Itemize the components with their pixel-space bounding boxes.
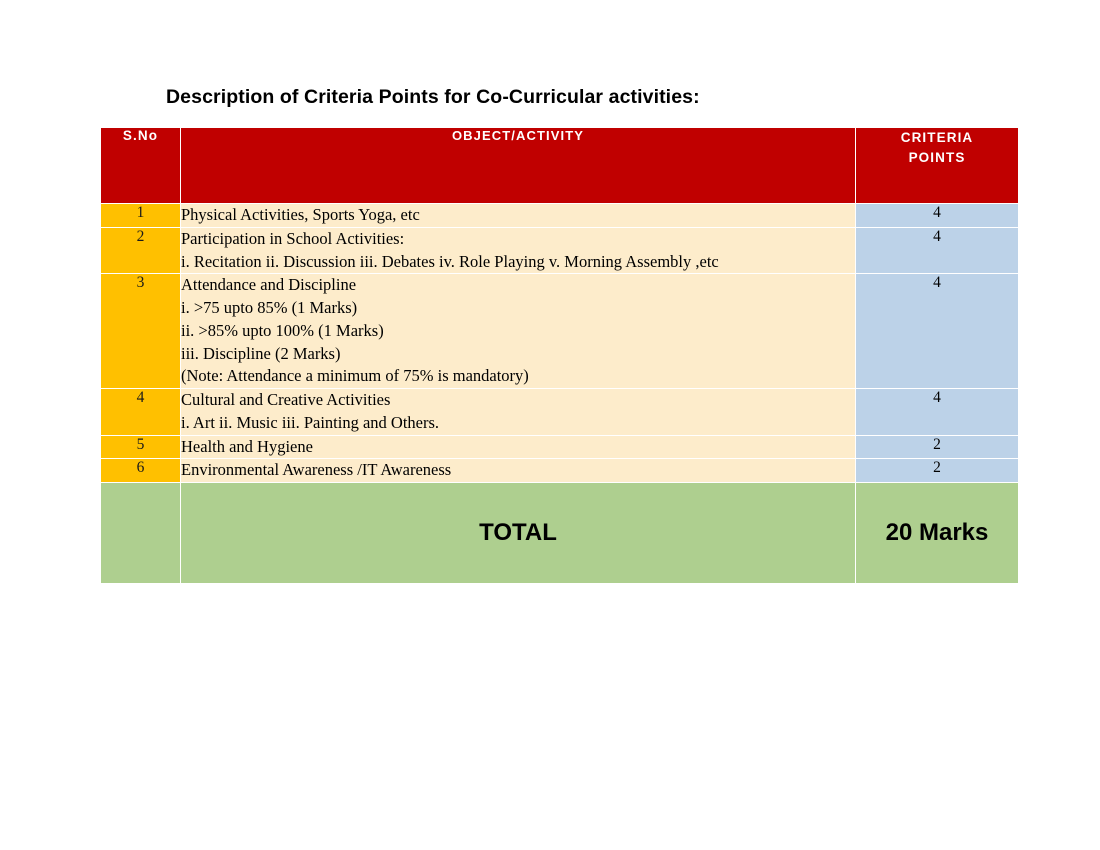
- row-object-line: Attendance and Discipline: [181, 275, 357, 295]
- row-criteria-points: 4: [856, 227, 1019, 274]
- row-criteria-points: 4: [856, 204, 1019, 228]
- column-header-sno: S.No: [101, 128, 181, 204]
- row-object-activity: [181, 435, 856, 459]
- row-object-line: Physical Activities, Sports Yoga, etc: [181, 205, 420, 224]
- row-object-activity: [181, 459, 856, 483]
- table-row: [101, 227, 1019, 274]
- table-row: [101, 435, 1019, 459]
- row-sno: 6: [101, 459, 181, 483]
- table-total-row: [101, 483, 1019, 584]
- row-sno: 3: [101, 274, 181, 389]
- row-object-activity: [181, 204, 856, 228]
- column-header-criteria-points: [856, 128, 1019, 204]
- row-object-activity: [181, 274, 856, 389]
- row-object-activity: [181, 389, 856, 436]
- row-object-line: i. Art ii. Music iii. Painting and Others.: [181, 412, 440, 432]
- row-object-line: iii. Discipline (2 Marks): [181, 343, 341, 363]
- criteria-points-table: [100, 127, 1019, 584]
- total-label: TOTAL: [181, 483, 856, 584]
- row-criteria-points: 2: [856, 459, 1019, 483]
- row-object-line: Health and Hygiene: [181, 436, 313, 456]
- table-row: [101, 389, 1019, 436]
- column-header-object-activity: OBJECT/ACTIVITY: [181, 128, 856, 204]
- row-criteria-points: 4: [856, 274, 1019, 389]
- criteria-points-line-1: CRITERIA: [900, 130, 974, 145]
- criteria-points-line-2: POINTS: [908, 150, 966, 166]
- row-object-activity: [181, 227, 856, 274]
- table-header: [101, 128, 1019, 204]
- table-row: [101, 459, 1019, 483]
- row-object-line: Cultural and Creative Activities: [181, 390, 391, 410]
- table-body: [101, 204, 1019, 584]
- table-header-row: [101, 128, 1019, 204]
- row-sno: 4: [101, 389, 181, 436]
- total-value: 20 Marks: [856, 483, 1019, 584]
- row-object-line: Environmental Awareness /IT Awareness: [181, 460, 452, 480]
- row-object-line: i. >75 upto 85% (1 Marks): [181, 298, 358, 318]
- row-object-line: (Note: Attendance a minimum of 75% is mandatory): [181, 366, 529, 386]
- row-object-line: i. Recitation ii. Discussion iii. Debates iv. Role Playing v. Morning Assembly ,etc: [181, 251, 719, 271]
- page-title: Description of Criteria Points for Co-Curricular activities:: [166, 86, 700, 108]
- total-row-spacer: [101, 483, 181, 584]
- row-criteria-points: 2: [856, 435, 1019, 459]
- row-object-line: ii. >85% upto 100% (1 Marks): [181, 320, 384, 340]
- row-sno: 1: [101, 204, 181, 228]
- table-row: [101, 274, 1019, 389]
- row-object-line: Participation in School Activities:: [181, 228, 405, 248]
- row-sno: 5: [101, 435, 181, 459]
- table-row: [101, 204, 1019, 228]
- row-criteria-points: 4: [856, 389, 1019, 436]
- row-sno: 2: [101, 227, 181, 274]
